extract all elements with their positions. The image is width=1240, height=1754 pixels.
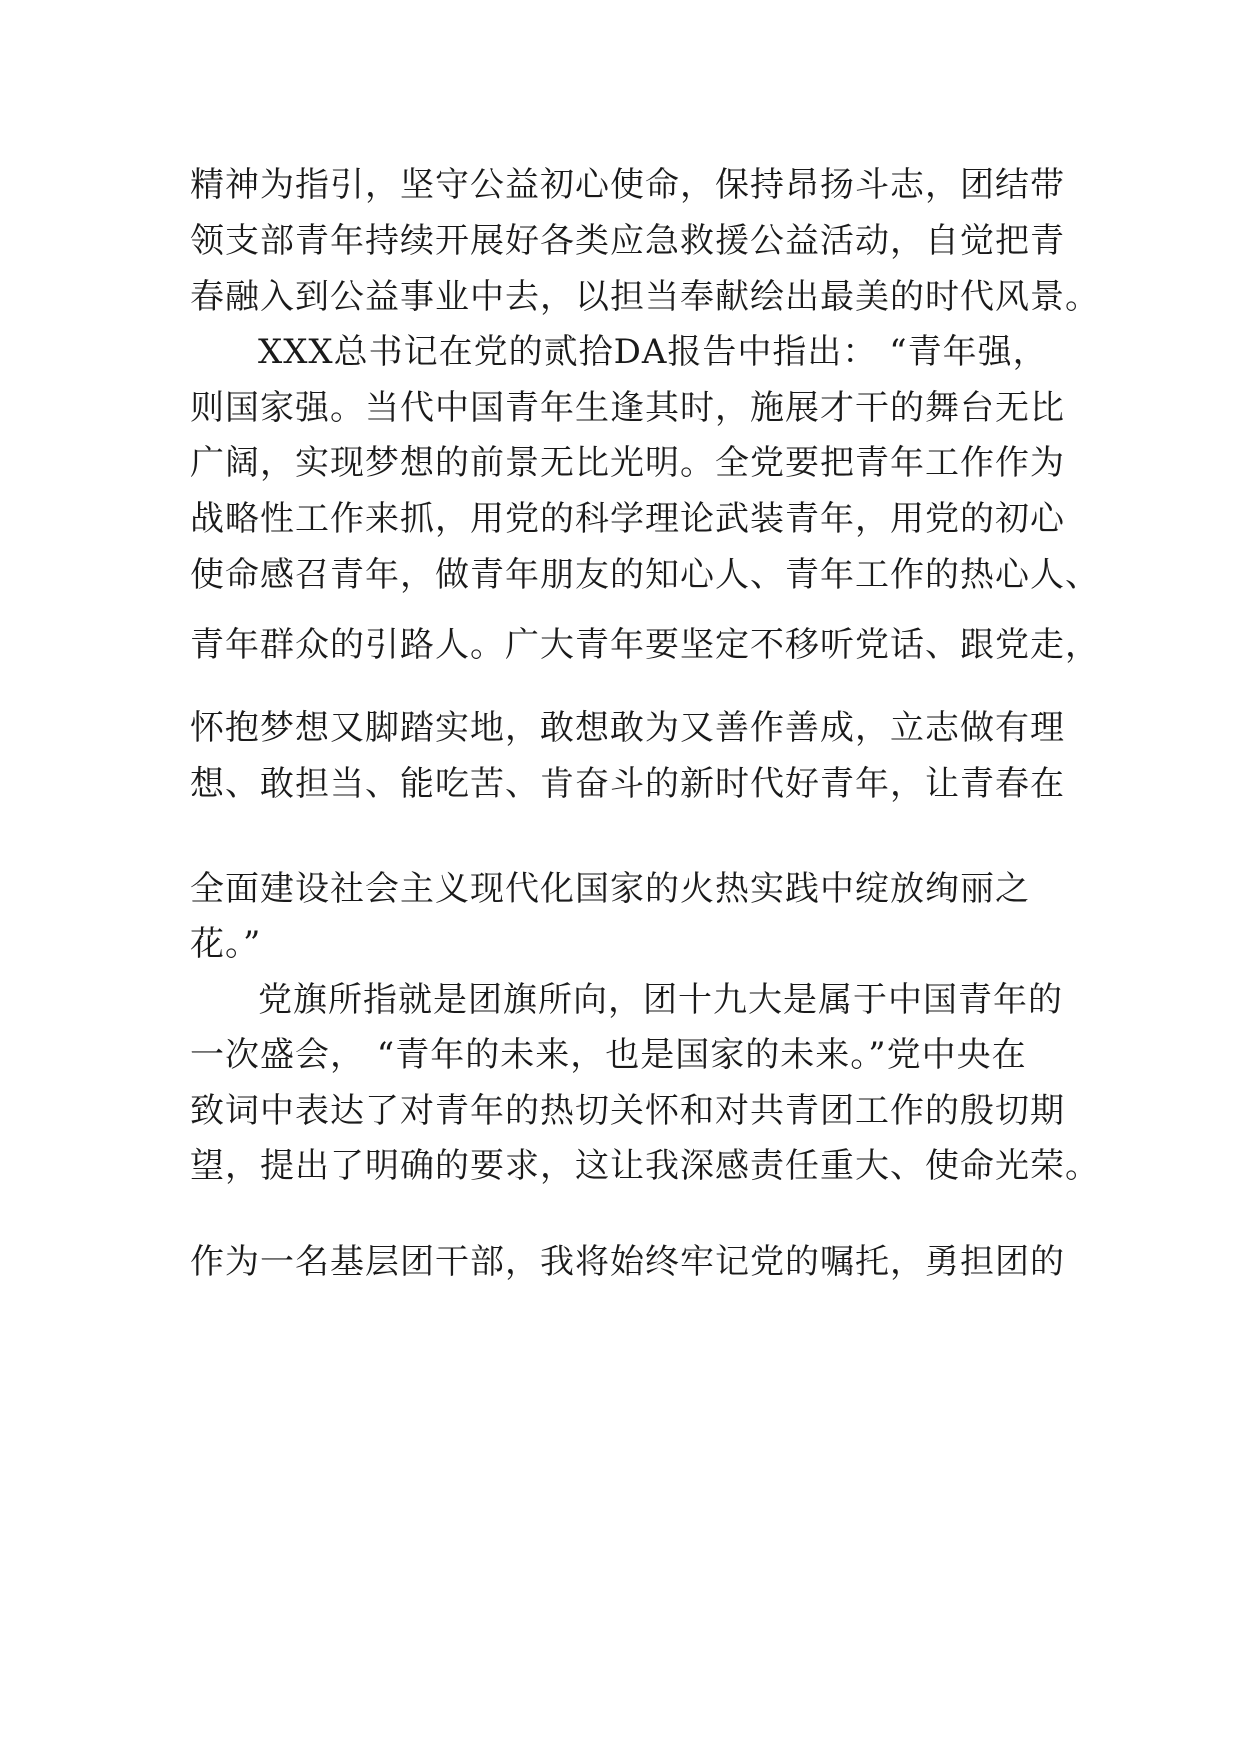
paragraph-start-line: 党旗所指就是团旗所向，团十九大是属于中国青年的 — [258, 980, 1063, 1020]
paragraph-start-line: XXX总书记在党的贰拾DA报告中指出： “青年强， — [258, 332, 1048, 372]
text-line: 精神为指引，坚守公益初心使命，保持昂扬斗志，团结带 — [190, 165, 1065, 205]
text-line: 作为一名基层团干部，我将始终牢记党的嘱托，勇担团的 — [190, 1242, 1065, 1282]
text-line: 使命感召青年，做青年朋友的知心人、青年工作的热心人、 — [190, 555, 1100, 595]
text-line: 一次盛会， “青年的未来，也是国家的未来。”党中央在 — [190, 1035, 1027, 1075]
text-line: 花。” — [190, 924, 262, 964]
text-line: 则国家强。当代中国青年生逢其时，施展才干的舞台无比 — [190, 388, 1065, 428]
text-line: 青年群众的引路人。广大青年要坚定不移听党话、跟党走， — [190, 625, 1100, 665]
text-line: 望，提出了明确的要求，这让我深感责任重大、使命光荣。 — [190, 1146, 1100, 1186]
text-line: 怀抱梦想又脚踏实地，敢想敢为又善作善成，立志做有理 — [190, 708, 1065, 748]
text-line: 春融入到公益事业中去，以担当奉献绘出最美的时代风景。 — [190, 277, 1100, 317]
text-line: 致词中表达了对青年的热切关怀和对共青团工作的殷切期 — [190, 1091, 1065, 1131]
text-line: 想、敢担当、能吃苦、肯奋斗的新时代好青年，让青春在 — [190, 764, 1065, 804]
text-line: 全面建设社会主义现代化国家的火热实践中绽放绚丽之 — [190, 869, 1030, 909]
text-line: 战略性工作来抓，用党的科学理论武装青年，用党的初心 — [190, 499, 1065, 539]
text-line: 领支部青年持续开展好各类应急救援公益活动，自觉把青 — [190, 221, 1065, 261]
text-line: 广阔，实现梦想的前景无比光明。全党要把青年工作作为 — [190, 443, 1065, 483]
